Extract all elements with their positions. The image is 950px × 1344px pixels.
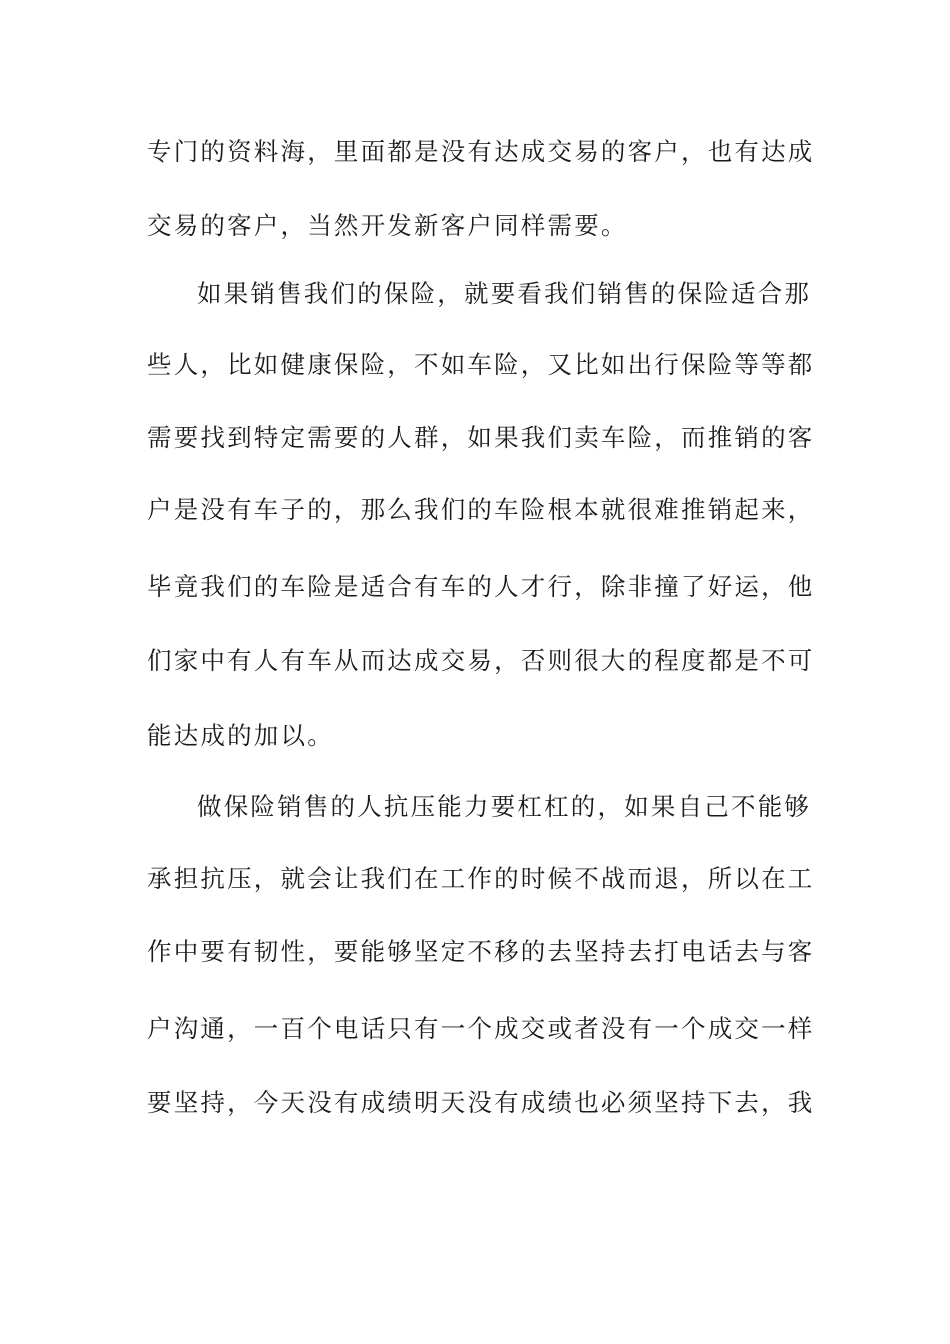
text-line: 交易的客户，当然开发新客户同样需要。: [147, 211, 628, 240]
text-line: 些人，比如健康保险，不如车险，又比如出行保险等等都: [147, 350, 815, 379]
text-line: 要坚持，今天没有成绩明天没有成绩也必须坚持下去，我: [147, 1088, 815, 1117]
text-line: 户是没有车子的，那么我们的车险根本就很难推销起来，: [147, 495, 815, 524]
text-line: 专门的资料海，里面都是没有达成交易的客户，也有达成: [147, 137, 815, 166]
text-line: 毕竟我们的车险是适合有车的人才行，除非撞了好运，他: [147, 572, 815, 601]
text-line: 作中要有韧性，要能够坚定不移的去坚持去打电话去与客: [147, 937, 815, 966]
text-line: 承担抗压，就会让我们在工作的时候不战而退，所以在工: [147, 864, 815, 893]
text-line: 们家中有人有车从而达成交易，否则很大的程度都是不可: [147, 646, 815, 675]
text-line: 能达成的加以。: [147, 721, 334, 750]
text-line: 需要找到特定需要的人群，如果我们卖车险，而推销的客: [147, 423, 815, 452]
text-line: 户沟通，一百个电话只有一个成交或者没有一个成交一样: [147, 1014, 815, 1043]
paragraph-first-line: 做保险销售的人抗压能力要杠杠的，如果自己不能够: [197, 792, 812, 821]
paragraph-first-line: 如果销售我们的保险，就要看我们销售的保险适合那: [197, 279, 812, 308]
